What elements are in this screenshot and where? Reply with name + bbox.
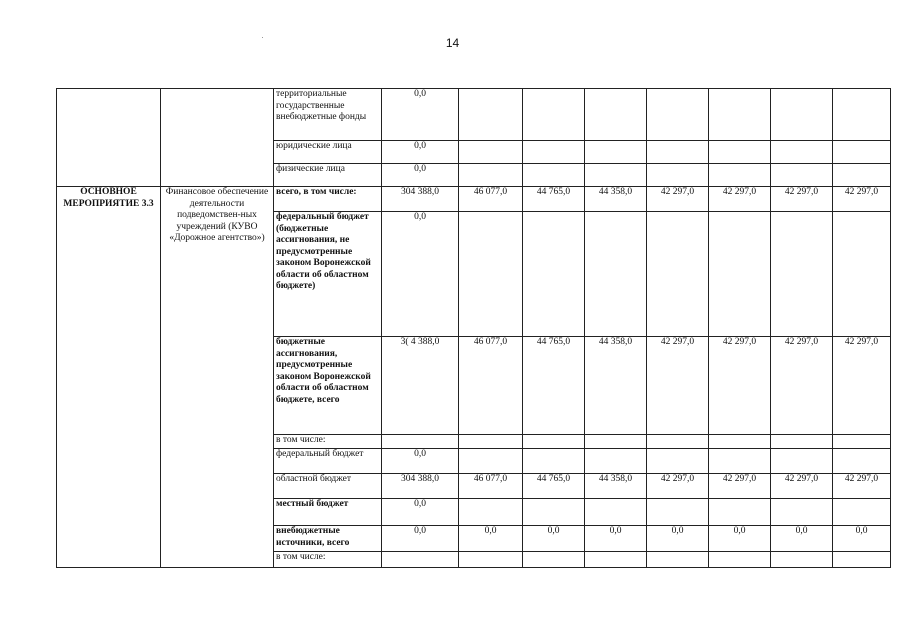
value-cell [523, 552, 585, 568]
value-cell [709, 499, 771, 526]
value-cell [459, 552, 523, 568]
value-cell [523, 89, 585, 141]
table-row [57, 187, 891, 212]
row-label: федеральный бюджет [274, 449, 382, 474]
value-total: 304 388,0 [382, 187, 459, 212]
value-cell: 0,0 [709, 526, 771, 552]
row-label: всего, в том числе: [274, 187, 382, 212]
value-cell: 0,0 [833, 526, 891, 552]
value-cell [833, 499, 891, 526]
activity-description: Финансовое обеспечение деятельности подведомствен-ных учреждений (КУВО «Дорожное агентство») [161, 187, 274, 568]
value-total: 0,0 [382, 526, 459, 552]
activity-title: ОСНОВНОЕ МЕРОПРИЯТИЕ 3.3 [57, 187, 161, 568]
value-cell: 0,0 [585, 526, 647, 552]
value-cell [647, 164, 709, 187]
value-total: 0,0 [382, 499, 459, 526]
value-cell [771, 141, 833, 164]
value-cell: 42 297,0 [709, 337, 771, 435]
value-cell [771, 435, 833, 449]
value-cell [771, 449, 833, 474]
value-cell [709, 212, 771, 337]
value-cell [709, 164, 771, 187]
row-label: физические лица [274, 164, 382, 187]
value-cell [771, 499, 833, 526]
value-cell: 0,0 [459, 526, 523, 552]
value-cell: 42 297,0 [833, 337, 891, 435]
value-cell [709, 89, 771, 141]
value-cell [833, 141, 891, 164]
value-cell [771, 552, 833, 568]
value-cell: 44 358,0 [585, 187, 647, 212]
value-total: 304 388,0 [382, 474, 459, 499]
value-cell [647, 449, 709, 474]
value-total [382, 552, 459, 568]
value-cell: 42 297,0 [647, 337, 709, 435]
row-label: в том числе: [274, 552, 382, 568]
value-cell: 42 297,0 [647, 187, 709, 212]
value-cell [459, 499, 523, 526]
value-cell: 44 358,0 [585, 337, 647, 435]
value-cell [771, 212, 833, 337]
value-cell [585, 449, 647, 474]
value-cell [459, 449, 523, 474]
value-cell [833, 449, 891, 474]
value-cell [459, 435, 523, 449]
activity-cell-empty [57, 89, 161, 187]
value-cell: 44 765,0 [523, 337, 585, 435]
value-cell: 0,0 [647, 526, 709, 552]
value-cell [523, 435, 585, 449]
value-cell [833, 552, 891, 568]
row-label: бюджетные ассигнования, предусмотренные законом Воронежской области об областном бюджете, всего [274, 337, 382, 435]
row-label: федеральный бюджет (бюджетные ассигнования, не предусмотренные законом Воронежской области об областном бюджете) [274, 212, 382, 337]
description-cell-empty [161, 89, 274, 187]
value-cell: 42 297,0 [709, 187, 771, 212]
value-total: 0,0 [382, 212, 459, 337]
value-cell [833, 435, 891, 449]
value-total: 0,0 [382, 89, 459, 141]
value-total: 0,0 [382, 164, 459, 187]
value-cell: 42 297,0 [647, 474, 709, 499]
value-total: 3( 4 388,0 [382, 337, 459, 435]
value-cell [647, 89, 709, 141]
value-cell [523, 449, 585, 474]
value-cell [523, 499, 585, 526]
funding-table [56, 88, 891, 568]
row-label: внебюджетные источники, всего [274, 526, 382, 552]
value-cell: 44 765,0 [523, 474, 585, 499]
value-cell: 0,0 [523, 526, 585, 552]
value-cell: 42 297,0 [771, 187, 833, 212]
value-cell: 42 297,0 [771, 474, 833, 499]
value-cell [523, 141, 585, 164]
row-label: местный бюджет [274, 499, 382, 526]
value-cell [523, 164, 585, 187]
value-cell [771, 164, 833, 187]
value-cell [771, 89, 833, 141]
value-cell [647, 499, 709, 526]
value-cell: 46 077,0 [459, 187, 523, 212]
value-cell [709, 552, 771, 568]
value-cell [833, 212, 891, 337]
value-cell: 42 297,0 [709, 474, 771, 499]
value-cell [585, 212, 647, 337]
value-cell [459, 89, 523, 141]
page-number: 14 [445, 36, 460, 50]
row-label: территориальные государственные внебюджетные фонды [274, 89, 382, 141]
value-cell [647, 435, 709, 449]
scan-speck [262, 37, 263, 38]
value-cell: 0,0 [771, 526, 833, 552]
value-cell [459, 141, 523, 164]
table-row [57, 89, 891, 141]
value-cell [647, 212, 709, 337]
value-cell: 42 297,0 [833, 187, 891, 212]
value-cell [709, 141, 771, 164]
value-cell: 44 765,0 [523, 187, 585, 212]
value-cell [585, 164, 647, 187]
value-cell [585, 141, 647, 164]
value-cell [459, 164, 523, 187]
value-cell: 44 358,0 [585, 474, 647, 499]
row-label: в том числе: [274, 435, 382, 449]
value-cell [833, 164, 891, 187]
row-label: областной бюджет [274, 474, 382, 499]
row-label: юридические лица [274, 141, 382, 164]
value-cell [709, 435, 771, 449]
value-cell [709, 449, 771, 474]
value-total: 0,0 [382, 449, 459, 474]
value-cell [523, 212, 585, 337]
value-cell [585, 499, 647, 526]
value-cell [585, 435, 647, 449]
value-cell: 42 297,0 [833, 474, 891, 499]
value-total [382, 435, 459, 449]
value-cell [647, 552, 709, 568]
value-cell [585, 552, 647, 568]
value-cell: 42 297,0 [771, 337, 833, 435]
value-cell: 46 077,0 [459, 337, 523, 435]
value-cell [647, 141, 709, 164]
value-total: 0,0 [382, 141, 459, 164]
value-cell [585, 89, 647, 141]
value-cell: 46 077,0 [459, 474, 523, 499]
value-cell [833, 89, 891, 141]
value-cell [459, 212, 523, 337]
